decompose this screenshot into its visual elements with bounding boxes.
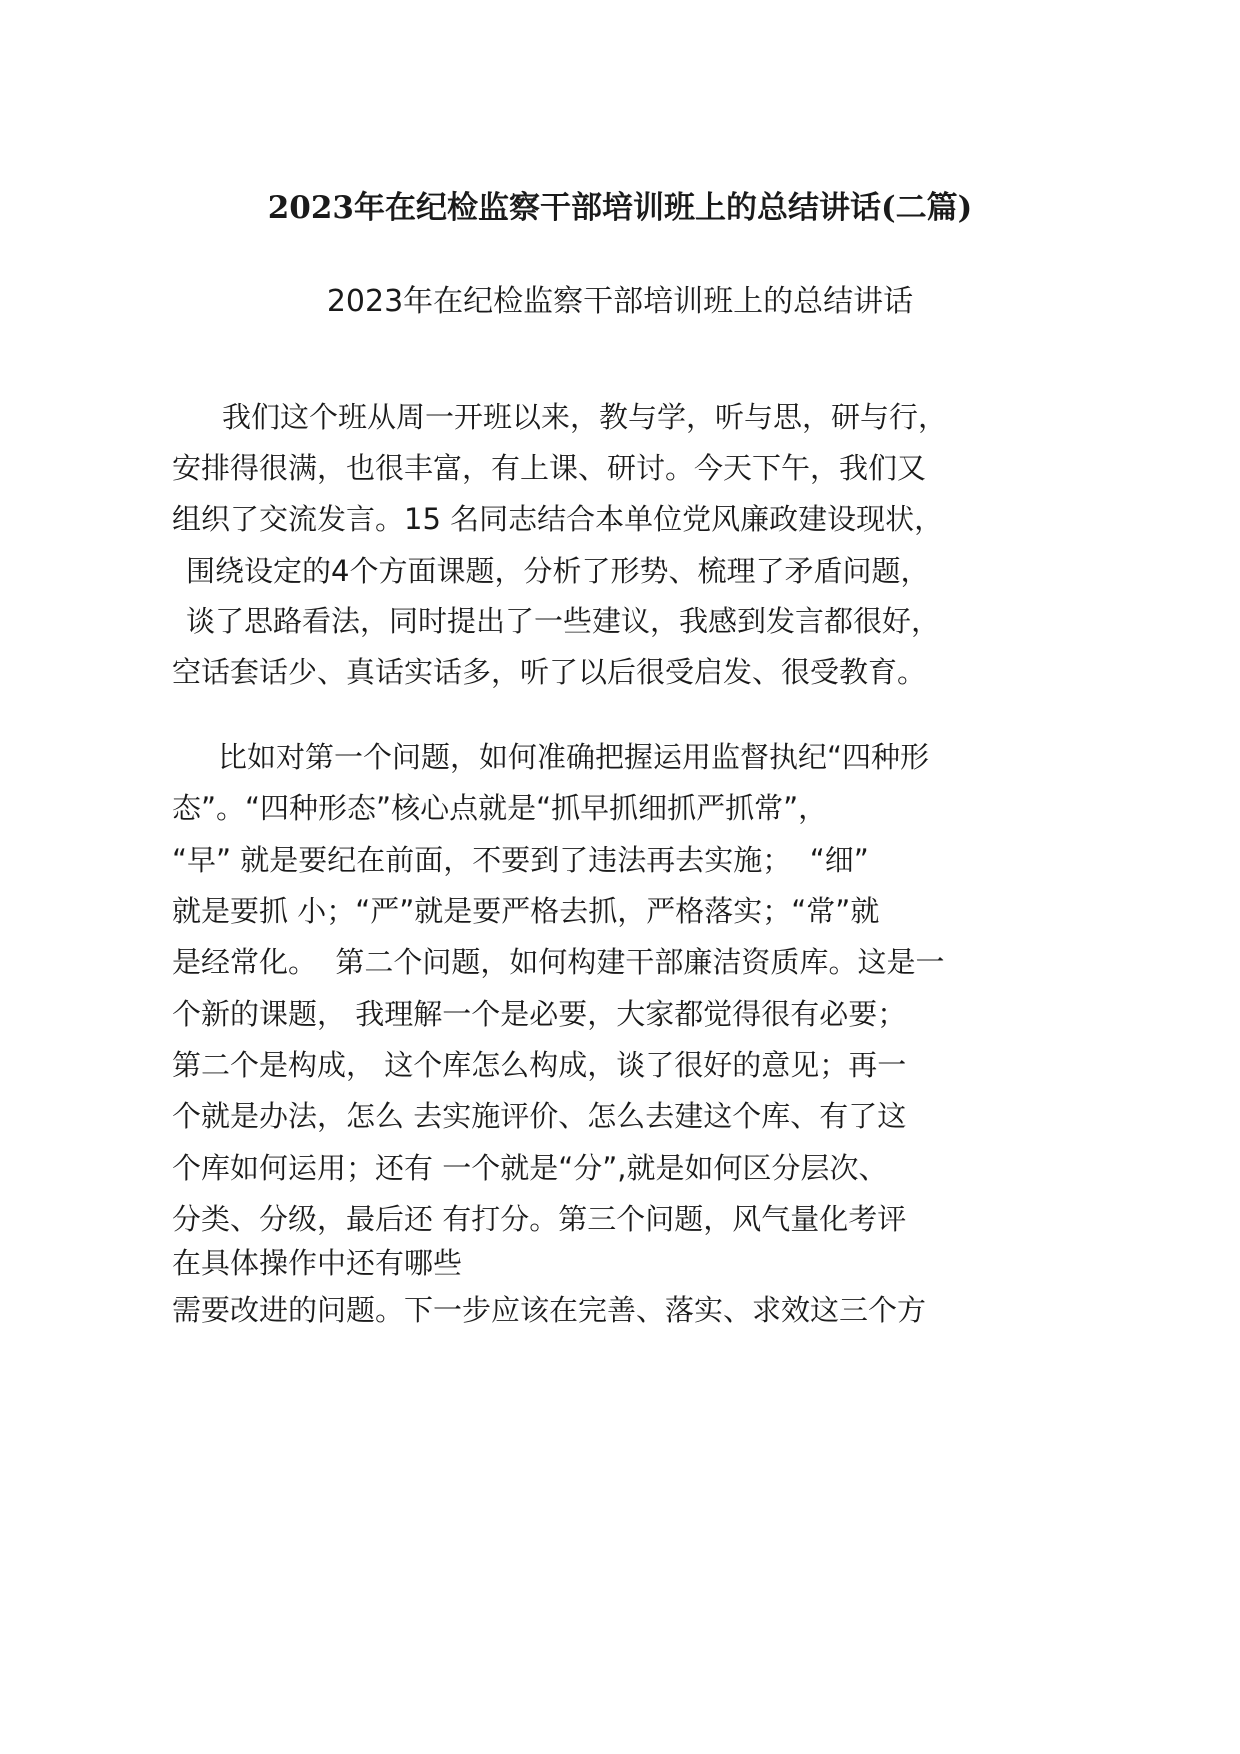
paragraph-2-line: 在具体操作中还有哪些: [172, 1246, 463, 1280]
paragraph-2-line: 就是要抓 小；“严”就是要严格去抓，严格落实；“常”就: [172, 894, 880, 928]
paragraph-1-line: 空话套话少、真话实话多，听了以后很受启发、很受教育。: [172, 655, 927, 689]
paragraph-1-line: 谈了思路看法，同时提出了一些建议，我感到发言都很好，: [186, 604, 941, 638]
paragraph-2-line: 个新的课题， 我理解一个是必要，大家都觉得很有必要；: [172, 997, 907, 1031]
document-title: 2023年在纪检监察干部培训班上的总结讲话(二篇): [267, 190, 973, 226]
paragraph-2-line: 个库如何运用；还有 一个就是“分”,就是如何区分层次、: [172, 1151, 888, 1185]
paragraph-2-line: 态”。“四种形态”核心点就是“抓早抓细抓严抓常”，: [172, 791, 828, 825]
paragraph-2-line: 分类、分级，最后还 有打分。第三个问题，风气量化考评: [172, 1202, 907, 1236]
paragraph-1-line: 我们这个班从周一开班以来，教与学，听与思，研与行，: [222, 400, 948, 434]
paragraph-2-line: 第二个是构成， 这个库怎么构成，谈了很好的意见；再一: [172, 1048, 907, 1082]
paragraph-2-line: 是经常化。 第二个问题，如何构建干部廉洁资质库。这是一: [172, 945, 945, 979]
paragraph-2-line: 需要改进的问题。下一步应该在完善、落实、求效这三个方: [172, 1293, 927, 1327]
paragraph-1-line: 围绕设定的4个方面课题，分析了形势、梳理了矛盾问题，: [186, 554, 930, 588]
paragraph-2-line: “早” 就是要纪在前面，不要到了违法再去实施； “细”: [172, 843, 869, 877]
paragraph-1-line: 安排得很满，也很丰富，有上课、研讨。今天下午，我们又: [172, 451, 927, 485]
paragraph-1-line: 组织了交流发言。15 名同志结合本单位党风廉政建设现状，: [172, 502, 944, 536]
paragraph-2-line: 比如对第一个问题，如何准确把握运用监督执纪“四种形: [218, 740, 930, 774]
document-subtitle: 2023年在纪检监察干部培训班上的总结讲话: [326, 284, 914, 319]
paragraph-2-line: 个就是办法，怎么 去实施评价、怎么去建这个库、有了这: [172, 1099, 907, 1133]
